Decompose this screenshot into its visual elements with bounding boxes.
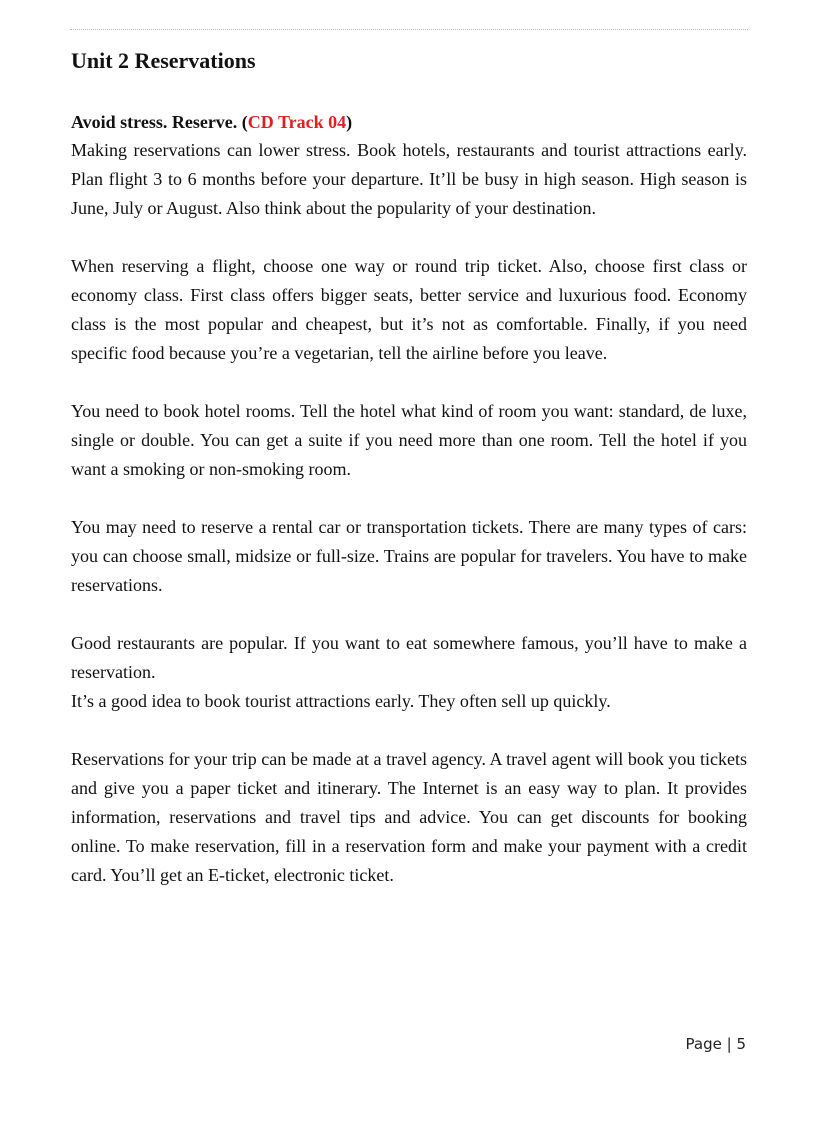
section-heading-close: ) [346, 112, 353, 132]
paragraph-travel-agency: Reservations for your trip can be made at a travel agency. A travel agent will book you tickets and give you a paper ticket and itinerary. The Internet is an easy way to plan. It provides information, reservations and travel tips and advice. You can get discounts for booking online. To make reservation, fill in a reservation form and make your payment with a credit card. You’ll get an E-ticket, electronic ticket. [71, 749, 747, 885]
page-number: Page | 5 [685, 1035, 746, 1053]
paragraph-intro: Making reservations can lower stress. Book hotels, restaurants and tourist attractions early. Plan flight 3 to 6 months before your departure. It’ll be busy in high season. High season is June, July or August. Also think about the popularity of your destination. [71, 140, 747, 218]
section-heading [71, 108, 747, 136]
unit-title: Unit 2 Reservations [71, 48, 256, 73]
page-content [71, 46, 747, 890]
cd-track-label: CD Track 04 [247, 112, 347, 132]
paragraph-hotels: You need to book hotel rooms. Tell the hotel what kind of room you want: standard, de luxe, single or double. You can get a suite if you need more than one room. Tell the hotel if you want a smoking or non-smoking room. [71, 401, 747, 479]
paragraph-attractions: It’s a good idea to book tourist attractions early. They often sell up quickly. [71, 691, 611, 711]
paragraph-restaurants: Good restaurants are popular. If you want to eat somewhere famous, you’ll have to make a reservation. [71, 633, 747, 682]
paragraph-flights: When reserving a flight, choose one way or round trip ticket. Also, choose first class or economy class. First class offers bigger seats, better service and luxurious food. Economy class is the most popular and cheapest, but it’s not as comfortable. Finally, if you need specific food because you’re a vegetarian, tell the airline before you leave. [71, 256, 747, 363]
header-divider [70, 29, 748, 30]
section-heading-text: Avoid stress. Reserve. ( [71, 112, 248, 132]
paragraph-transportation: You may need to reserve a rental car or transportation tickets. There are many types of cars: you can choose small, midsize or full-size. Trains are popular for travelers. You have to make reservations. [71, 517, 747, 595]
